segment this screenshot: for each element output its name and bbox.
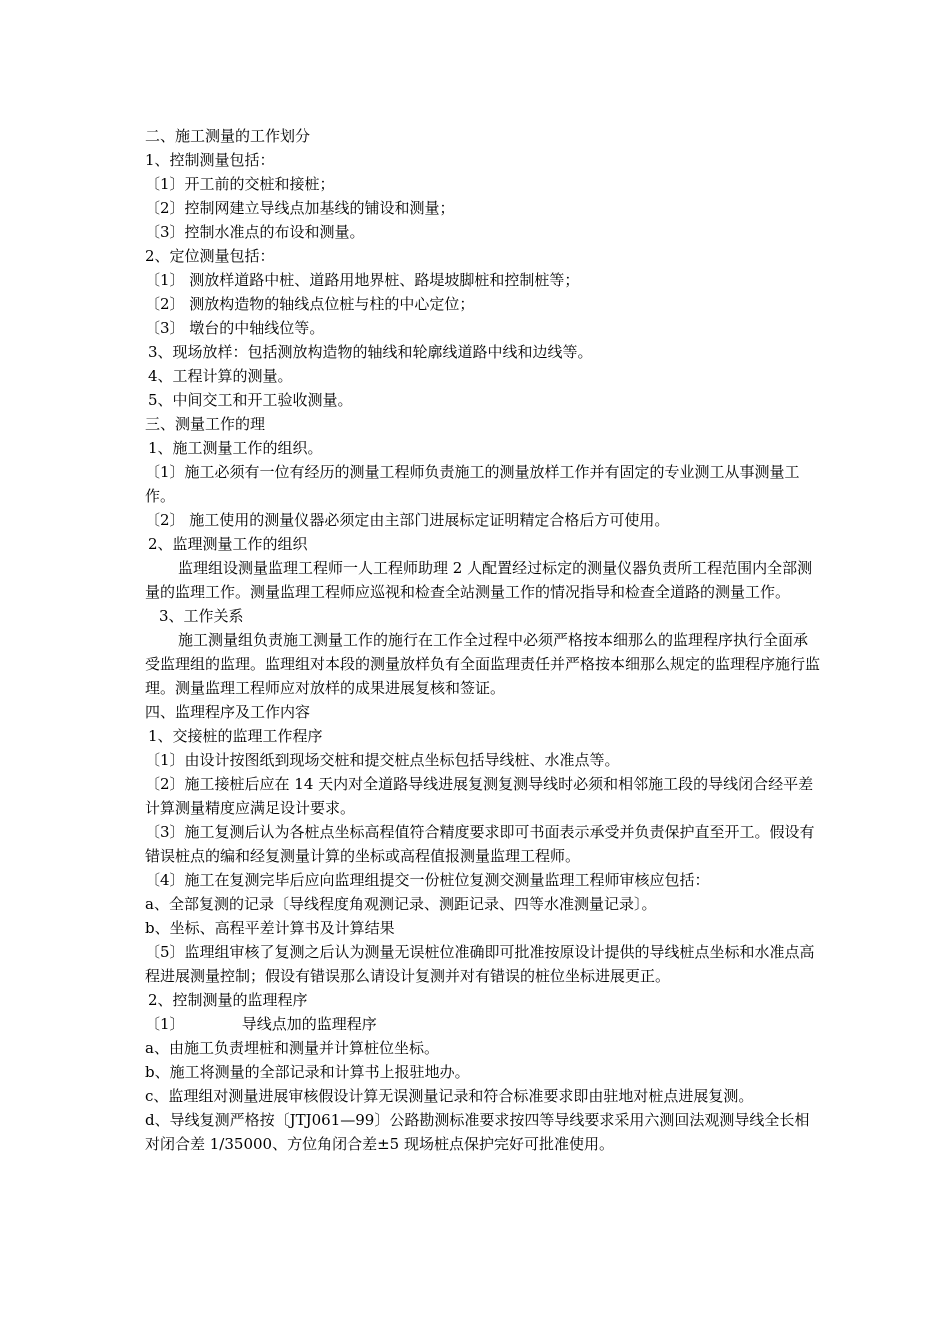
- list-item: 〔2〕 施工使用的测量仪器必须定由主部门进展标定证明精定合格后方可使用。: [145, 511, 670, 529]
- heading-section-4: 四、监理程序及工作内容: [145, 703, 311, 721]
- subheading: 2、定位测量包括：: [145, 247, 275, 265]
- subheading: 3、现场放样：包括测放构造物的轴线和轮廓线道路中线和边线等。: [148, 343, 593, 361]
- subheading: 2、控制测量的监理程序: [148, 991, 308, 1009]
- list-item: d、导线复测严格按〔JTJ061—99〕公路勘测标准要求按四等导线要求采用六测回法观测导线全长相对闭合差 1/35000、方位角闭合差±5 现场桩点保护完好可批准使用。: [145, 1111, 810, 1153]
- list-item: 〔4〕施工在复测完毕后应向监理组提交一份桩位复测交测量监理工程师审核应包括：: [145, 871, 710, 889]
- list-item: 〔1〕 测放样道路中桩、道路用地界桩、路堤坡脚桩和控制桩等；: [145, 271, 580, 289]
- list-item: 〔2〕控制网建立导线点加基线的铺设和测量；: [145, 199, 455, 217]
- list-item: b、坐标、高程平差计算书及计算结果: [145, 919, 395, 937]
- list-item: a、由施工负责埋桩和测量并计算桩位坐标。: [145, 1039, 439, 1057]
- list-item: c、监理组对测量进展审核假设计算无误测量记录和符合标准要求即由驻地对桩点进展复测。: [145, 1087, 754, 1105]
- list-item: 〔1〕施工必须有一位有经历的测量工程师负责施工的测量放样工作并有固定的专业测工从事测量工作。: [145, 463, 800, 505]
- subheading: 5、中间交工和开工验收测量。: [148, 391, 353, 409]
- list-item: 〔3〕施工复测后认为各桩点坐标高程值符合精度要求即可书面表示承受并负责保护直至开工。假设有错误桩点的编和经复测量计算的坐标或高程值报测量监理工程师。: [145, 823, 815, 865]
- subheading: 1、交接桩的监理工作程序: [148, 727, 323, 745]
- subheading: 1、施工测量工作的组织。: [148, 439, 323, 457]
- list-item: a、全部复测的记录〔导线程度角观测记录、测距记录、四等水准测量记录〕。: [145, 895, 657, 913]
- document-body: [145, 124, 820, 1156]
- body-paragraph: 施工测量组负责施工测量工作的施行在工作全过程中必须严格按本细那么的监理程序执行全面承受监理组的监理。监理组对本段的测量放样负有全面监理责任并严格按本细那么规定的监理程序施行监理。测量监理工程师应对放样的成果进展复核和签证。: [145, 631, 821, 697]
- subheading: 2、监理测量工作的组织: [148, 535, 308, 553]
- heading-section-2: 二、施工测量的工作划分: [145, 127, 311, 145]
- list-item: 〔1〕 导线点加的监理程序: [145, 1015, 377, 1033]
- list-item: 〔3〕控制水准点的布设和测量。: [145, 223, 365, 241]
- list-item: 〔3〕 墩台的中轴线位等。: [145, 319, 325, 337]
- heading-section-3: 三、测量工作的理: [145, 415, 266, 433]
- list-item: 〔5〕监理组审核了复测之后认为测量无误桩位准确即可批准按原设计提供的导线桩点坐标和水准点高程进展测量控制；假设有错误那么请设计复测并对有错误的桩位坐标进展更正。: [145, 943, 815, 985]
- body-paragraph: 监理组设测量监理工程师一人工程师助理 2 人配置经过标定的测量仪器负责所工程范围内全部测量的监理工作。测量监理工程师应巡视和检查全站测量工作的情况指导和检查全道路的测量工作。: [145, 559, 813, 601]
- list-item: b、施工将测量的全部记录和计算书上报驻地办。: [145, 1063, 470, 1081]
- list-item: 〔2〕施工接桩后应在 14 天内对全道路导线进展复测复测导线时必须和相邻施工段的导线闭合经平差计算测量精度应满足设计要求。: [145, 775, 814, 817]
- subheading: 4、工程计算的测量。: [148, 367, 293, 385]
- list-item: 〔1〕由设计按图纸到现场交桩和提交桩点坐标包括导线桩、水准点等。: [145, 751, 620, 769]
- subheading: 3、工作关系: [159, 607, 244, 625]
- subheading: 1、控制测量包括：: [145, 151, 275, 169]
- list-item: 〔2〕 测放构造物的轴线点位桩与柱的中心定位；: [145, 295, 475, 313]
- list-item: 〔1〕开工前的交桩和接桩；: [145, 175, 335, 193]
